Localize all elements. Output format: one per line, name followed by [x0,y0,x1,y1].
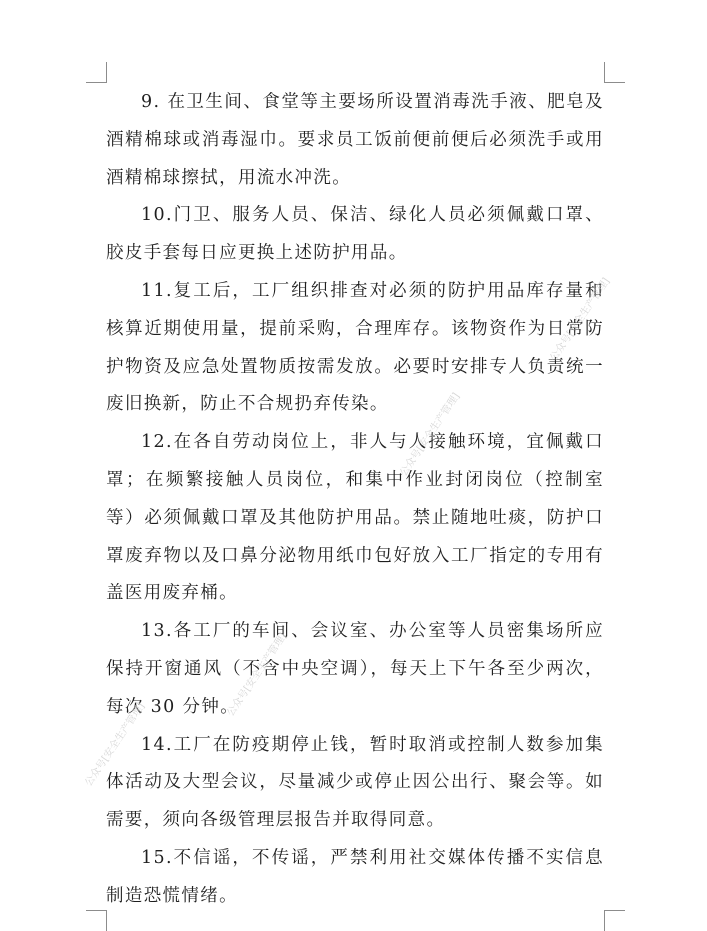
paragraph-item-14: 14.工厂在防疫期停止钱，暂时取消或控制人数参加集体活动及大型会议，尽量减少或停止因公出行、聚会等。如需要，须向各级管理层报告并取得同意。 [106,734,604,831]
document-body [106,84,604,916]
watermark-text: 公众号[安全生产管理] [548,276,613,364]
crop-mark-top-right [604,62,625,83]
paragraph-item-15: 15.不信谣，不传谣，严禁利用社交媒体传播不实信息制造恐慌情绪。 [106,847,604,906]
crop-mark-top-left [86,62,107,83]
crop-mark-bottom-left [86,910,107,931]
watermark-text: 公众号[安全生产管理] [83,701,148,789]
paragraph-item-11: 11.复工后，工厂组织排查对必须的防护用品库存量和核算近期使用量，提前采购，合理库存。该物资作为日常防护物资及应急处置物质按需发放。必要时安排专人负责统一废旧换新，防止不合规扔弃传染。 [106,280,604,415]
paragraph-item-9: 9. 在卫生间、食堂等主要场所设置消毒洗手液、肥皂及酒精棉球或消毒湿巾。要求员工饭前便前便后必须洗手或用酒精棉球擦拭，用流水冲洗。 [106,92,604,188]
watermark-text: 公众号[安全生产管理] [225,631,290,719]
watermark-text: 公众号[安全生产管理] [398,391,463,479]
paragraph-item-13: 13.各工厂的车间、会议室、办公室等人员密集场所应保持开窗通风（不含中央空调），每天上下午各至少两次，每次 30 分钟。 [106,621,604,717]
paragraph-item-12: 12.在各自劳动岗位上，非人与人接触环境，宜佩戴口罩；在频繁接触人员岗位，和集中作业封闭岗位（控制室等）必须佩戴口罩及其他防护用品。禁止随地吐痰，防护口罩废弃物以及口鼻分泌物用纸巾包好放入工厂指定的专用有盖医用废弃桶。 [106,432,604,604]
paragraph-item-10: 10.门卫、服务人员、保洁、绿化人员必须佩戴口罩、胶皮手套每日应更换上述防护用品。 [106,205,604,264]
crop-mark-bottom-right [604,910,625,931]
